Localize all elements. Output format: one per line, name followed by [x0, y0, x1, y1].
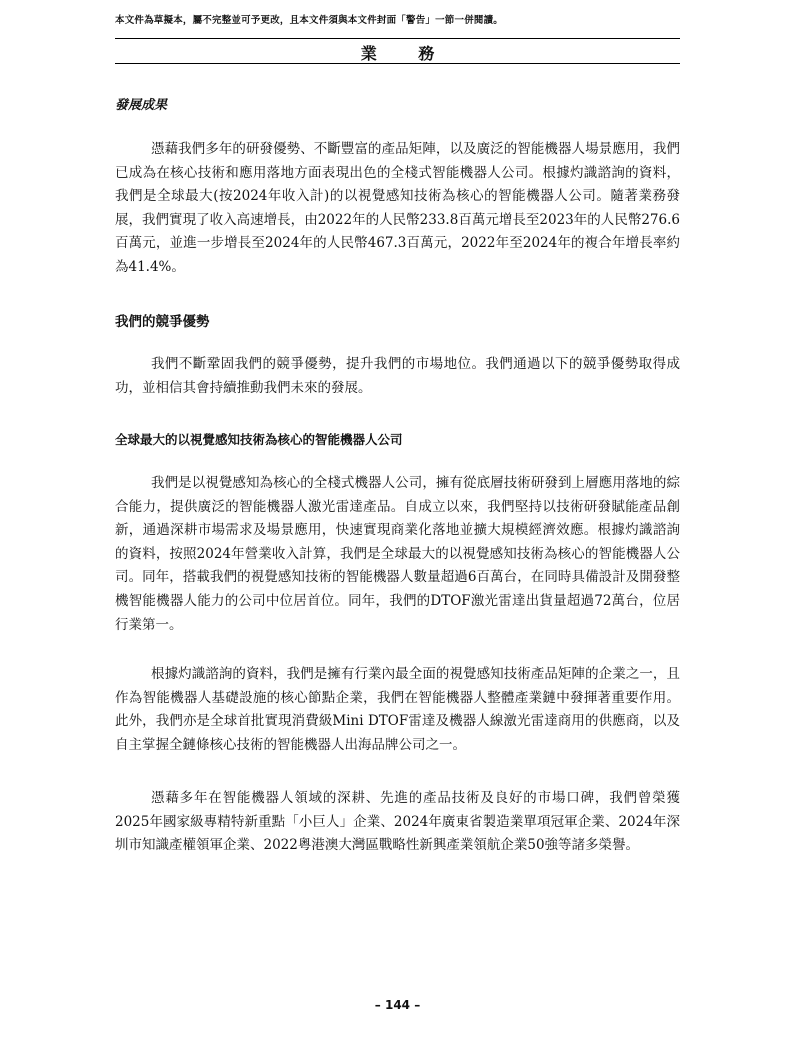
section-title: 業 務 — [360, 44, 453, 63]
paragraph-competitive-advantages: 我們不斷鞏固我們的競爭優勢，提升我們的市場地位。我們通過以下的競爭優勢取得成功，並相信其會持續推動我們未來的發展。 — [115, 356, 680, 396]
heading-competitive-advantages: 我們的競爭優勢 — [115, 314, 210, 330]
paragraph-full-stack-company: 我們是以視覺感知為核心的全棧式機器人公司，擁有從底層技術研發到上層應用落地的綜合能力，提供廣泛的智能機器人激光雷達產品。自成立以來，我們堅持以技術研發賦能產品創新，通過深耕市場需求及場景應用，快速實現商業化落地並擴大規模經濟效應。根據灼識諮詢的資料，按照2024年營業收入計算，我們是全球最大的以視覺感知技術為核心的智能機器人公司。同年，搭載我們的視覺感知技術的智能機器人數量超過6百萬台，在同時具備設計及開發整機智能機器人能力的公司中位居首位。同年，我們的DTOF激光雷達出貨量超過72萬台，位居行業第一。 — [115, 475, 680, 633]
page-number: – 144 – — [374, 998, 421, 1012]
paragraph-development-achievements: 憑藉我們多年的研發優勢、不斷豐富的產品矩陣，以及廣泛的智能機器人場景應用，我們已成為在核心技術和應用落地方面表現出色的全棧式智能機器人公司。根據灼識諮詢的資料，我們是全球最大(按2024年收入計)的以視覺感知技術為核心的智能機器人公司。隨著業務發展，我們實現了收入高速增長，由2022年的人民幣233.8百萬元增長至2023年的人民幣276.6百萬元，並進一步增長至2024年的人民幣467.3百萬元，2022年至2024年的複合年增長率約為41.4%。 — [115, 141, 680, 275]
paragraph-honors: 憑藉多年在智能機器人領域的深耕、先進的產品技術及良好的市場口碑，我們曾榮獲2025年國家級專精特新重點「小巨人」企業、2024年廣東省製造業單項冠軍企業、2024年深圳市知識產權領軍企業、2022粵港澳大灣區戰略性新興產業領航企業50強等諸多榮譽。 — [115, 790, 680, 854]
heading-largest-vision-robot-company: 全球最大的以視覺感知技術為核心的智能機器人公司 — [115, 432, 403, 447]
header-rule-bottom — [115, 63, 680, 64]
paragraph-product-matrix: 根據灼識諮詢的資料，我們是擁有行業內最全面的視覺感知技術產品矩陣的企業之一，且作為智能機器人基礎設施的核心節點企業，我們在智能機器人整體產業鏈中發揮著重要作用。此外，我們亦是全球首批實現消費級Mini DTOF雷達及機器人線激光雷達商用的供應商，以及自主掌握全鏈條核心技術的智能機器人出海品牌公司之一。 — [115, 666, 680, 753]
heading-development-achievements: 發展成果 — [115, 98, 168, 113]
header-rule-top — [115, 38, 680, 39]
draft-notice: 本文件為草擬本，屬不完整並可予更改，且本文件須與本文件封面「警告」一節一併閱讀。 — [115, 15, 504, 26]
